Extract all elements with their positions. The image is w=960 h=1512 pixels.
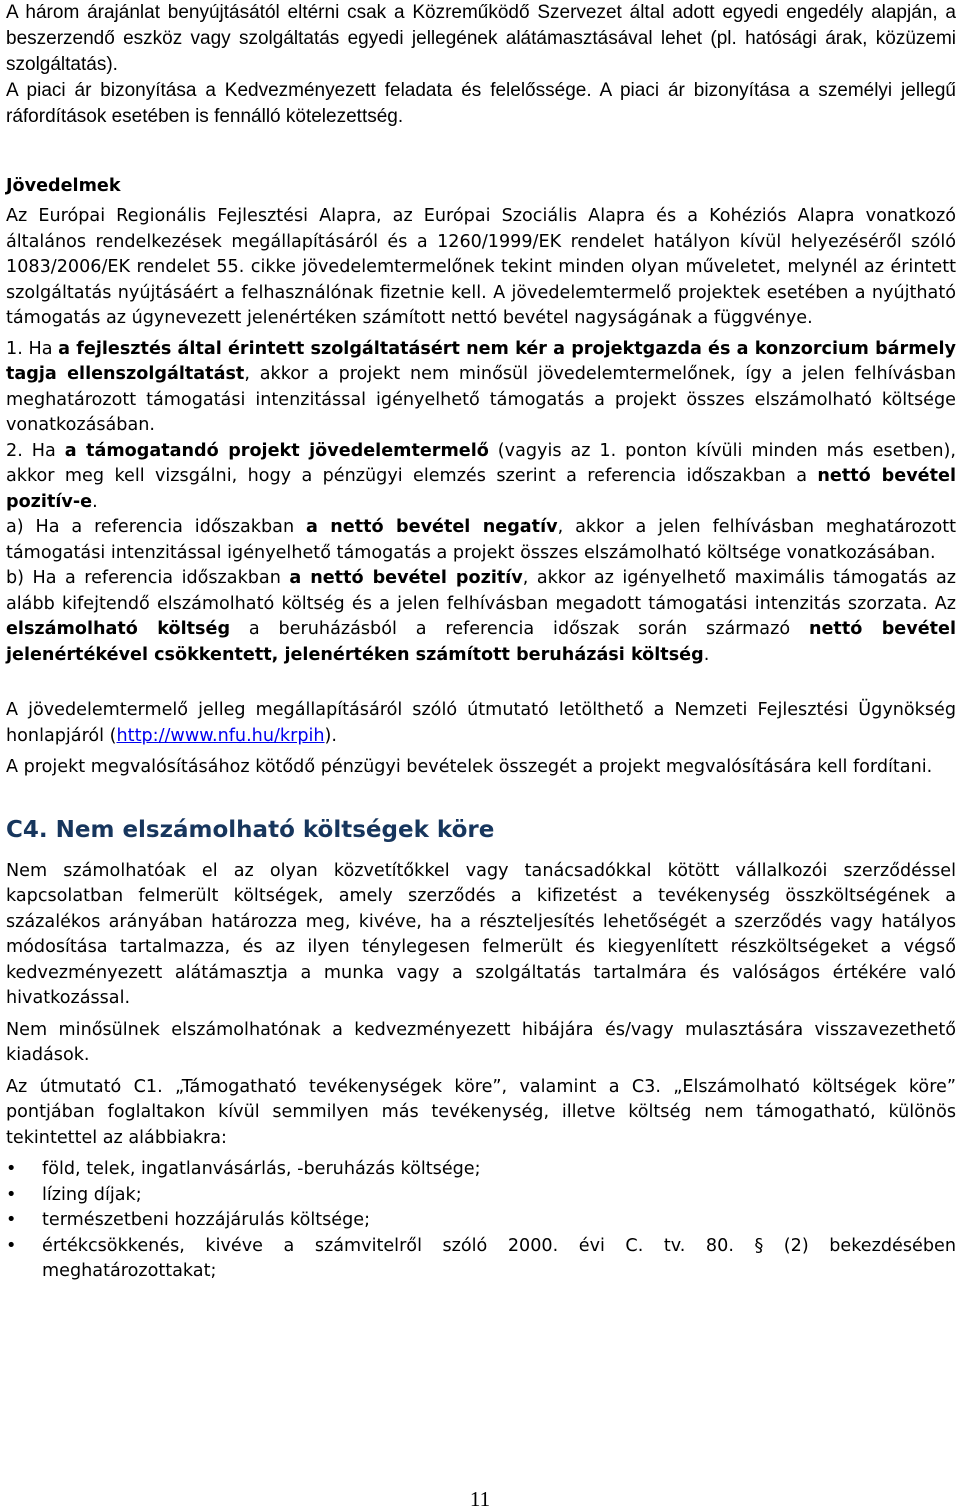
list-item xyxy=(6,1234,956,1285)
c4-paragraph-intermediaries: Nem számolhatóak el az olyan közvetítőkkel vagy tanácsadókkal kötött vállalkozói szerződéssel kapcsolatban felmerült költségek, amely szerződés a kifizetést a tevékenység összköltségének a százalékos arányában határozza meg, kivéve, ha a részteljesítés lehetőségét a szerződés vagy hatályos módosítása tartalmazza, és az ilyen ténylegesen felmerült és kiegyenlített részköltségeket a végső kedvezményezett alátámasztja a munka vagy a szolgáltatás tartalmára és valóságos értékére való hivatkozással. xyxy=(6,860,956,1008)
list-item xyxy=(6,1208,956,1234)
item-b-text-mid-2: a beruházásból a referencia időszak során származó xyxy=(230,619,809,639)
list-item-text: föld, telek, ingatlanvásárlás, -beruházás költsége; xyxy=(42,1159,481,1179)
item-b-bold-3: nettó bevétel jelenértékével csökkentett, jelenértéken számított beruházási költség xyxy=(6,619,957,665)
guide-text: A jövedelemtermelő jelleg megállapításáról szóló útmutató letölthető a Nemzeti Fejlesztési Ügynökség honlapjáról ( xyxy=(6,700,956,746)
list-item-text: természetbeni hozzájárulás költsége; xyxy=(42,1210,371,1230)
list-item xyxy=(6,1157,956,1183)
item-1-text: 1. Ha xyxy=(6,338,59,359)
page-number: 11 xyxy=(469,1487,491,1511)
intro-paragraph-exception: A három árajánlat benyújtásától eltérni csak a Közreműködő Szervezet által adott egyedi engedély alapján, a beszerzendő eszköz vagy szolgáltatás egyedi jellegének alátámasztásával lehet (pl. hatósági árak, közüzemi szolgáltatás). xyxy=(6,2,956,75)
income-item-1 xyxy=(6,337,956,439)
guide-text-end: ). xyxy=(324,725,337,746)
income-guide-paragraph xyxy=(6,698,956,749)
bullet-icon: • xyxy=(6,1235,17,1256)
item-b-text: b) Ha a referencia időszakban xyxy=(6,568,290,588)
bullet-icon: • xyxy=(6,1159,17,1179)
item-2-bold-2: nettó bevétel pozitív-e xyxy=(6,466,956,512)
bullet-icon: • xyxy=(6,1184,17,1205)
list-item xyxy=(6,1183,956,1209)
section-heading-c4: C4. Nem elszámolható költségek köre xyxy=(6,816,495,843)
income-item-a xyxy=(6,515,956,566)
income-revenue-paragraph: A projekt megvalósításához kötődő pénzügyi bevételek összegét a projekt megvalósítására kell fordítani. xyxy=(6,757,933,777)
item-2-bold: a támogatandó projekt jövedelemtermelő xyxy=(64,440,489,461)
intro-paragraph-market-price: A piaci ár bizonyítása a Kedvezményezett feladata és felelőssége. A piaci ár bizonyítása a személyi jellegű ráfordítások esetében is fennálló kötelezettség. xyxy=(6,80,956,127)
item-b-bold: a nettó bevétel pozitív xyxy=(289,568,523,588)
c4-bullet-list xyxy=(6,1157,956,1285)
item-b-text-mid: , akkor az igényelhető maximális támogatás az alább kifejtendő elszámolható költség és a jelen felhívásban megadott támogatási intenzitás szorzata. Az xyxy=(6,568,957,614)
income-paragraph-regulation: Az Európai Regionális Fejlesztési Alapra, az Európai Szociális Alapra és a Kohéziós Alapra vonatkozó általános rendelkezések megállapításáról és a 1260/1999/EK rendelet hatályon kívül helyezéséről szóló 1083/2006/EK rendelet 55. cikke jövedelemtermelőnek tekint minden olyan műveletet, melynél az érintett szolgáltatás nyújtásáért a felhasználónak fizetnie kell. A jövedelemtermelő projektek esetében a nyújtható támogatás az úgynevezett jelenértéken számított nettó bevétel nagyságának a függvénye. xyxy=(6,206,956,328)
list-item-text: értékcsökkenés, kivéve a számvitelről szóló 2000. évi C. tv. 80. § (2) bekezdésében meghatározottakat; xyxy=(42,1235,956,1281)
c4-paragraph-beneficiary-fault: Nem minősülnek elszámolhatónak a kedvezményezett hibájára és/vagy mulasztására visszavezethető kiadások. xyxy=(6,1019,956,1065)
item-a-bold: a nettó bevétel negatív xyxy=(305,517,558,537)
item-a-text-end: , akkor a jelen felhívásban meghatározott támogatási intenzitással igényelhető támogatás a projekt összes elszámolható költsége vonatkozásában. xyxy=(6,517,957,563)
c4-paragraph-guide-reference: Az útmutató C1. „Támogatható tevékenységek köre”, valamint a C3. „Elszámolható költségek köre” pontjában foglaltakon kívül semmilyen más tevékenység, illetve költség nem támogatható, különös tekintettel az alábbiakra: xyxy=(6,1076,956,1148)
section-heading-income: Jövedelmek xyxy=(6,176,121,196)
item-b-text-end: . xyxy=(703,644,710,665)
bullet-icon: • xyxy=(6,1210,17,1230)
item-2-text: 2. Ha xyxy=(6,440,65,461)
nfu-link[interactable]: http://www.nfu.hu/krpih xyxy=(116,725,325,746)
item-2-text-end: . xyxy=(92,491,98,512)
item-b-bold-2: elszámolható költség xyxy=(6,619,231,639)
list-item-text: lízing díjak; xyxy=(42,1184,142,1205)
item-2-text-mid: (vagyis az 1. ponton kívüli minden más esetben), akkor meg kell vizsgálni, hogy a pénzügyi elemzés szerint a referencia időszakban a xyxy=(6,440,956,486)
item-a-text: a) Ha a referencia időszakban xyxy=(6,517,306,537)
income-item-b xyxy=(6,566,956,668)
item-1-text-end: , akkor a projekt nem minősül jövedelemtermelőnek, így a jelen felhívásban meghatározott támogatási intenzitással igényelhető támogatás a projekt összes elszámolható költsége vonatkozásában. xyxy=(6,364,956,435)
income-item-2 xyxy=(6,439,956,516)
document-page xyxy=(6,0,956,1285)
item-1-bold: a fejlesztés által érintett szolgáltatásért nem kér a projektgazda és a konzorcium bármely tagja ellenszolgáltatást xyxy=(6,338,956,384)
